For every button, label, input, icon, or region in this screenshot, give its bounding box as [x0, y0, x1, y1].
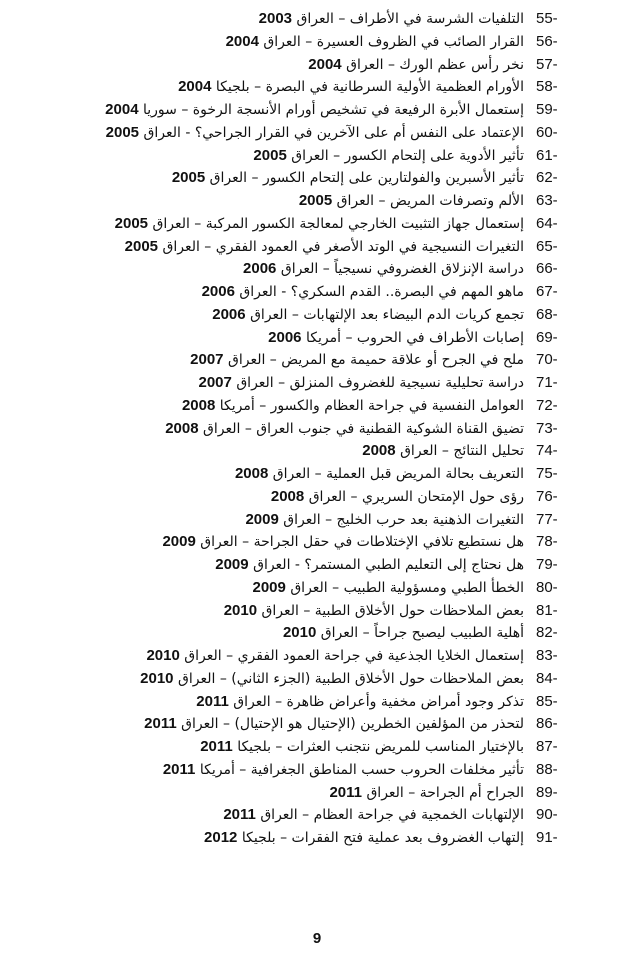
item-title-text: الإعتماد على النفس أم على الآخرين في القرار الجراحي؟ - العراق [143, 124, 524, 141]
item-title-text: هل نحتاج إلى التعليم الطبي المستمر؟ - العراق [253, 557, 524, 573]
item-number: 75- [536, 465, 558, 482]
item-title [24, 463, 524, 486]
item-title-text: تجمع كريات الدم البيضاء بعد الإلتهابات – العراق [250, 306, 524, 323]
list-item [0, 213, 634, 236]
item-year: 2007 [198, 374, 232, 391]
list-item [0, 258, 634, 281]
list-item [0, 782, 634, 805]
item-title-text: إستعمال الخلايا الجذعية في جراحة العمود الفقري – العراق [184, 648, 524, 664]
item-year: 2011 [329, 783, 362, 801]
item-title-text: التغيرات الذهنية بعد حرب الخليج – العراق [283, 511, 524, 528]
list-item [0, 577, 634, 600]
item-year: 2004 [105, 101, 139, 118]
item-number: 63- [536, 192, 558, 209]
item-year: 2008 [270, 487, 305, 505]
item-year: 2004 [178, 78, 212, 96]
item-number: 79- [536, 556, 558, 573]
item-title-text: التعريف بحالة المريض قبل العملية – العراق [272, 466, 524, 482]
item-title-text: أهلية الطبيب ليصبح جراحاً – العراق [320, 625, 524, 642]
item-title-text: تذكر وجود أمراض مخفية وأعراض ظاهرة – العراق [233, 693, 524, 710]
item-title-text: دراسة الإنزلاق الغضروفي نسيجياً – العراق [280, 261, 524, 278]
item-title-text: بعض الملاحظات حول الأخلاق الطبية (الجزء الثاني) – العراق [177, 670, 524, 687]
item-title [24, 122, 524, 145]
item-year: 2010 [140, 669, 174, 687]
list-item [0, 600, 634, 623]
item-number: 59- [536, 101, 558, 118]
list-item [0, 759, 634, 782]
list-item [0, 554, 634, 577]
item-number: 91- [536, 829, 558, 846]
list-item [0, 99, 634, 122]
list-item [0, 54, 634, 77]
item-title [24, 645, 524, 668]
item-year: 2008 [362, 442, 396, 460]
item-title-text: إلتهاب الغضروف بعد عملية فتح الفقرات – بلجيكا [241, 830, 524, 846]
item-title [24, 213, 524, 236]
item-year: 2004 [308, 55, 342, 73]
list-item [0, 440, 634, 463]
item-title [24, 418, 524, 441]
list-item [0, 486, 634, 509]
list-item [0, 736, 634, 759]
list-item [0, 236, 634, 259]
item-number: 69- [536, 328, 558, 346]
item-title-text: إصابات الأطراف في الحروب – أمريكا [305, 329, 524, 346]
item-title [24, 509, 524, 532]
item-title [24, 145, 524, 168]
list-item [0, 645, 634, 668]
list-item [0, 622, 634, 645]
item-title [24, 782, 524, 805]
list-item [0, 713, 634, 736]
list-item [0, 122, 634, 145]
item-title-text: الجراح أم الجراحة – العراق [366, 784, 524, 801]
item-title-text: ماهو المهم في البصرة.. القدم السكري؟ - العراق [239, 284, 524, 300]
item-year: 2005 [171, 169, 206, 187]
item-title [24, 395, 524, 418]
list-item [0, 372, 634, 395]
item-title-text: بعض الملاحظات حول الأخلاق الطبية – العراق [261, 602, 524, 619]
page-number: 9 [312, 930, 322, 947]
item-number: 74- [536, 442, 558, 460]
item-number: 60- [536, 123, 558, 141]
item-title-text: إستعمال الأبرة الرفيعة في تشخيص أورام الأنسجة الرخوة – سوريا [143, 102, 524, 118]
item-title [24, 281, 524, 304]
item-year: 2004 [225, 32, 259, 50]
item-year: 2010 [223, 601, 258, 619]
item-year: 2012 [204, 829, 238, 846]
list-item [0, 8, 634, 31]
item-title-text: ملح في الجرح أو علاقة حميمة مع المريض – العراق [227, 352, 524, 369]
item-number: 71- [536, 374, 558, 391]
item-number: 68- [536, 305, 558, 323]
item-number: 80- [536, 578, 558, 596]
item-title [24, 258, 524, 281]
item-title [24, 713, 524, 736]
item-title-text: نخر رأس عظم الورك – العراق [346, 56, 524, 73]
list-item [0, 281, 634, 304]
item-title [24, 8, 524, 31]
item-title-text: تضيق القناة الشوكية القطنية في جنوب العراق – العراق [203, 420, 524, 437]
item-year: 2003 [258, 10, 293, 27]
item-title-text: التغيرات النسيجية في الوتد الأصغر في العمود الفقري – العراق [162, 238, 524, 255]
item-year: 2005 [124, 237, 159, 255]
item-number: 62- [536, 169, 558, 187]
item-number: 87- [536, 738, 558, 755]
list-item [0, 827, 634, 850]
item-title-text: دراسة تحليلية نسيجية للغضروف المنزلق – العراق [236, 375, 524, 391]
item-title-text: الإلتهابات الخمجية في جراحة العظام – العراق [260, 807, 524, 824]
list-item [0, 668, 634, 691]
item-title-text: القرار الصائب في الظروف العسيرة – العراق [263, 33, 524, 50]
item-number: 85- [536, 692, 558, 710]
item-title [24, 31, 524, 54]
item-number: 89- [536, 783, 558, 801]
list-item [0, 145, 634, 168]
item-title [24, 531, 524, 554]
item-number: 77- [536, 510, 558, 528]
list-item [0, 349, 634, 372]
item-title-text: رؤى حول الإمتحان السريري – العراق [308, 488, 524, 505]
list-item [0, 190, 634, 213]
list-item [0, 304, 634, 327]
item-year: 2010 [146, 647, 180, 664]
item-title [24, 600, 524, 623]
item-number: 61- [536, 146, 558, 164]
item-title [24, 486, 524, 509]
item-number: 90- [536, 806, 558, 824]
item-number: 72- [536, 396, 558, 414]
item-title [24, 691, 524, 714]
list-item [0, 167, 634, 190]
item-year: 2009 [215, 556, 249, 573]
item-number: 86- [536, 715, 558, 733]
item-title [24, 236, 524, 259]
item-title [24, 190, 524, 213]
item-year: 2010 [282, 624, 317, 642]
item-title-text: العوامل النفسية في جراحة العظام والكسور – أمريكا [219, 397, 524, 414]
list-item [0, 395, 634, 418]
item-title-text: التلفيات الشرسة في الأطراف – العراق [296, 11, 524, 27]
item-number: 82- [536, 624, 558, 642]
list-item [0, 509, 634, 532]
item-title [24, 304, 524, 327]
item-title-text: هل نستطيع تلافي الإختلاطات في حقل الجراحة – العراق [200, 534, 524, 551]
list-item [0, 418, 634, 441]
item-year: 2007 [190, 351, 224, 369]
item-year: 2009 [252, 578, 286, 596]
item-title [24, 554, 524, 577]
list-item [0, 327, 634, 350]
item-year: 2009 [245, 510, 279, 528]
item-title [24, 622, 524, 645]
item-title [24, 54, 524, 77]
item-number: 65- [536, 237, 558, 255]
item-title-text: بالإختيار المناسب للمريض نتجنب العثرات – بلجيكا [237, 739, 524, 755]
item-title-text: تأثير الأسبرين والفولتارين على إلتحام الكسور – العراق [209, 170, 524, 187]
publication-list [0, 8, 634, 850]
item-number: 66- [536, 260, 558, 278]
item-year: 2005 [114, 214, 149, 232]
item-title-text: إستعمال جهاز التثبيت الخارجي لمعالجة الكسور المركبة – العراق [152, 215, 524, 232]
item-year: 2008 [181, 396, 216, 414]
item-title-text: تحليل النتائج – العراق [400, 443, 524, 460]
item-number: 58- [536, 78, 558, 96]
item-year: 2006 [212, 305, 246, 323]
item-year: 2005 [105, 123, 140, 141]
item-title-text: تأثير الأدوية على إلتحام الكسور – العراق [291, 147, 524, 164]
item-number: 64- [536, 214, 558, 232]
item-title [24, 759, 524, 782]
item-title [24, 668, 524, 691]
item-title [24, 827, 524, 850]
list-item [0, 531, 634, 554]
item-number: 88- [536, 760, 558, 778]
item-year: 2008 [165, 419, 199, 437]
item-number: 84- [536, 669, 558, 687]
item-title [24, 327, 524, 350]
item-number: 76- [536, 487, 558, 505]
item-title [24, 440, 524, 463]
item-year: 2006 [243, 260, 277, 278]
list-item [0, 76, 634, 99]
item-title [24, 76, 524, 99]
item-year: 2011 [200, 738, 233, 755]
item-number: 56- [536, 32, 558, 50]
item-title [24, 736, 524, 759]
item-year: 2009 [162, 533, 196, 551]
item-year: 2005 [253, 146, 287, 164]
item-number: 81- [536, 601, 558, 619]
item-year: 2006 [268, 328, 302, 346]
list-item [0, 31, 634, 54]
item-title-text: الخطأ الطبي ومسؤولية الطبيب – العراق [290, 579, 524, 596]
item-title-text: الأورام العظمية الأولية السرطانية في البصرة – بلجيكا [215, 79, 524, 96]
list-item [0, 804, 634, 827]
item-title-text: الألم وتصرفات المريض – العراق [336, 193, 524, 209]
item-title [24, 167, 524, 190]
item-title [24, 99, 524, 122]
item-title [24, 349, 524, 372]
item-number: 73- [536, 419, 558, 437]
item-number: 67- [536, 283, 558, 300]
item-year: 2011 [144, 715, 177, 733]
list-item [0, 691, 634, 714]
item-number: 83- [536, 647, 558, 664]
item-year: 2011 [223, 806, 256, 824]
item-year: 2006 [201, 283, 235, 300]
list-item [0, 463, 634, 486]
item-year: 2011 [162, 760, 196, 778]
item-number: 78- [536, 533, 558, 551]
item-number: 55- [536, 10, 558, 27]
item-year: 2008 [234, 465, 269, 482]
item-year: 2011 [196, 692, 229, 710]
item-title [24, 577, 524, 600]
item-year: 2005 [298, 192, 333, 209]
item-title-text: لتحذر من المؤلفين الخطرين (الإحتيال هو الإحتيال) – العراق [181, 716, 524, 733]
item-title [24, 804, 524, 827]
item-number: 70- [536, 351, 558, 369]
item-title-text: تأثير مخلفات الحروب حسب المناطق الجغرافية – أمريكا [199, 761, 524, 778]
item-number: 57- [536, 55, 558, 73]
item-title [24, 372, 524, 395]
